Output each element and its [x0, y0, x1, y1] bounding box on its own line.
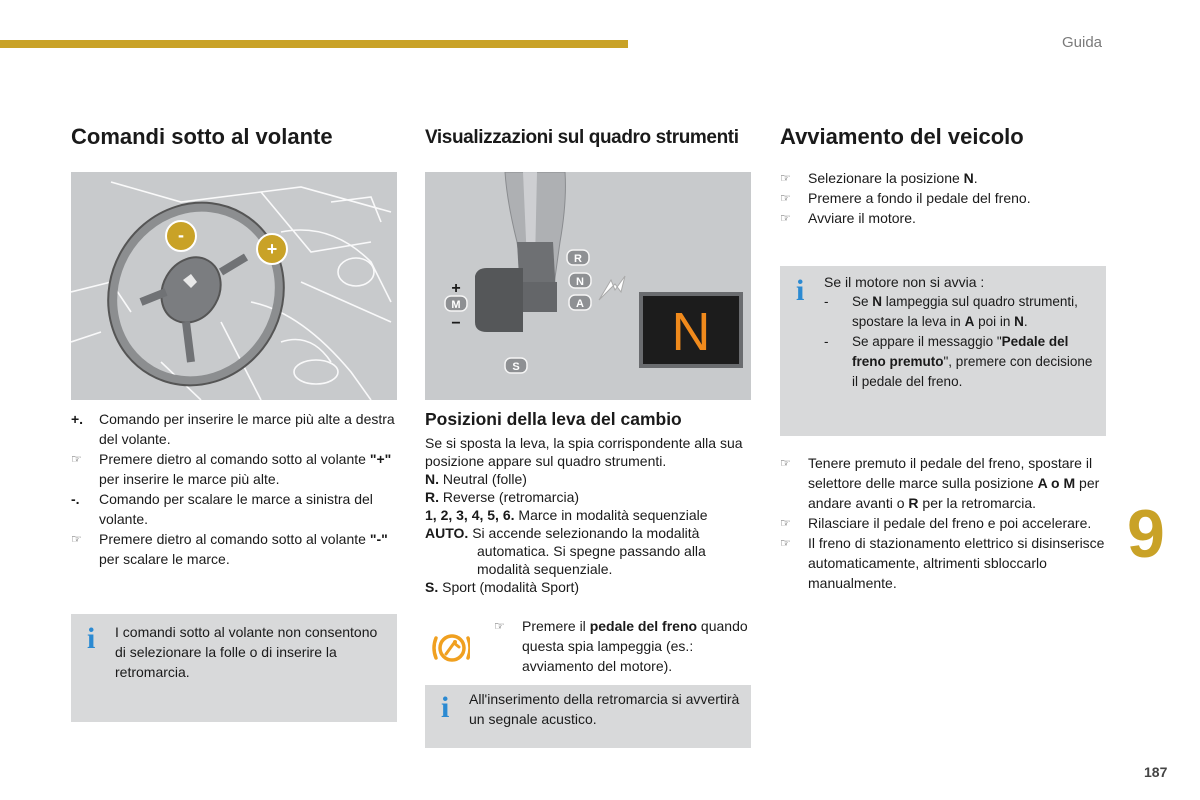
position-line	[425, 506, 753, 524]
steering-wheel-illustration	[71, 172, 397, 400]
col2-intro: Se si sposta la leva, la spia corrispondente alla sua posizione appare sul quadro strumenti.	[425, 435, 743, 469]
gear-label-m: M	[451, 299, 461, 311]
col1-info-text: I comandi sotto al volante non consentono di selezionare la folle o di inserire la retromarcia.	[115, 624, 378, 680]
brake-note	[494, 616, 754, 676]
col2-subtitle: Posizioni della leva del cambio	[425, 409, 682, 429]
list-item	[71, 489, 397, 529]
col2-subtitle-wrap	[425, 409, 751, 430]
minus-paddle-label: -	[178, 225, 184, 245]
sub-text: Se	[852, 294, 873, 309]
item-text: Selezionare la posizione	[808, 170, 964, 186]
item-text: Premere dietro al comando sotto al volante	[99, 531, 370, 547]
col3-title: Avviamento del veicolo	[780, 124, 1024, 149]
column-instrument-display	[425, 124, 751, 156]
item-text: quando questa spia lampeggia (es.: avviamento del motore).	[522, 618, 748, 674]
page-number: 187	[1144, 764, 1168, 780]
col1-list	[71, 409, 397, 569]
list-item	[71, 409, 397, 449]
column-vehicle-start	[780, 124, 1106, 156]
position-text: Marce in modalità sequenziale	[514, 507, 708, 523]
position-key: R.	[425, 489, 439, 505]
item-text-bold: A o M	[1037, 475, 1076, 491]
item-text-bold: R	[908, 495, 919, 511]
brake-warning-icon	[430, 626, 470, 666]
position-line	[425, 578, 753, 596]
item-text: per andare avanti o	[808, 475, 1100, 511]
gear-lever-illustration	[425, 172, 751, 400]
item-text-bold: pedale del freno	[589, 618, 698, 634]
position-key: 1, 2, 3, 4, 5, 6.	[425, 507, 515, 523]
position-text: Sport (modalità Sport)	[438, 579, 580, 595]
item-text: Premere dietro al comando sotto al volante	[99, 451, 370, 467]
col3-info-content	[824, 272, 1099, 392]
steering-wheel-drawing	[71, 172, 397, 400]
sub-text: ", premere con decisione il pedale del freno.	[852, 354, 1093, 389]
item-text: per scalare le marce.	[99, 551, 230, 567]
list-item	[71, 529, 397, 569]
gear-label-a: A	[576, 298, 584, 310]
item-text: .	[973, 170, 978, 186]
item-text: Comando per scalare le marce a sinistra del volante.	[99, 491, 373, 527]
sub-text: .	[1023, 314, 1028, 329]
section-label: Guida	[1062, 34, 1103, 51]
col1-title: Comandi sotto al volante	[71, 124, 333, 149]
position-line	[425, 488, 753, 506]
sub-text-bold: N	[1014, 314, 1024, 329]
pointing-hand-icon: ☞	[780, 536, 791, 550]
list-item	[780, 188, 1106, 208]
info-icon: i	[796, 274, 805, 307]
list-item	[494, 616, 754, 676]
item-marker: -.	[71, 491, 80, 507]
dash-marker: -	[824, 334, 829, 349]
sub-text: lampeggia sul quadro strumenti, spostare la leva in	[852, 294, 1078, 329]
info-sub-item	[824, 292, 1099, 332]
chapter-number: 9	[1127, 496, 1165, 572]
pointing-hand-icon: ☞	[780, 516, 791, 530]
item-text: Premere il	[522, 618, 590, 634]
sub-text: poi in	[974, 314, 1015, 329]
brake-warning-drawing	[430, 626, 470, 666]
item-text-bold: "-"	[369, 531, 388, 547]
pointing-hand-icon: ☞	[71, 532, 82, 546]
item-text: Il freno di stazionamento elettrico si disinserisce automaticamente, altrimenti sbloccarlo manualmente.	[808, 535, 1105, 591]
display-gear-letter: N	[671, 302, 711, 362]
gear-label-minus: −	[451, 315, 461, 332]
list-item	[780, 453, 1106, 513]
col3-steps	[780, 168, 1106, 228]
pointing-hand-icon: ☞	[780, 171, 791, 185]
pointing-hand-icon: ☞	[780, 191, 791, 205]
item-text: Tenere premuto il pedale del freno, spostare il selettore delle marce sulla posizione	[808, 455, 1093, 491]
list-item	[780, 533, 1106, 593]
gear-lever-drawing	[425, 172, 751, 400]
pointing-hand-icon: ☞	[71, 452, 82, 466]
info-intro: Se il motore non si avvia :	[824, 274, 985, 290]
item-text: Premere a fondo il pedale del freno.	[808, 190, 1031, 206]
col2-info-box	[425, 685, 751, 748]
dash-marker: -	[824, 294, 829, 309]
position-text: Reverse (retromarcia)	[439, 489, 580, 505]
pointing-hand-icon: ☞	[780, 456, 791, 470]
info-sub-item	[824, 332, 1099, 392]
position-key: AUTO.	[425, 525, 469, 541]
sub-text-bold: N	[872, 294, 883, 309]
col3-steps2	[780, 453, 1106, 593]
list-item	[71, 449, 397, 489]
col1-info-box	[71, 614, 397, 722]
gear-label-r: R	[574, 253, 582, 265]
item-text: per la retromarcia.	[918, 495, 1037, 511]
item-text: Rilasciare il pedale del freno e poi accelerare.	[808, 515, 1092, 531]
item-text: per inserire le marce più alte.	[99, 471, 280, 487]
item-text-bold: N	[963, 170, 974, 186]
col3-info-box	[780, 266, 1106, 436]
info-icon: i	[441, 691, 450, 724]
list-item	[780, 168, 1106, 188]
column-steering-controls	[71, 124, 397, 156]
col2-title: Visualizzazioni sul quadro strumenti	[425, 127, 739, 148]
gear-label-s: S	[512, 361, 520, 373]
col2-info-text: All'inserimento della retromarcia si avvertirà un segnale acustico.	[469, 691, 740, 727]
gear-label-plus: +	[451, 280, 461, 297]
sub-text-bold: Pedale del freno premuto	[852, 334, 1069, 369]
list-item	[780, 513, 1106, 533]
position-line	[425, 470, 753, 488]
position-text: Neutral (folle)	[439, 471, 527, 487]
pointing-hand-icon: ☞	[780, 211, 791, 225]
header-accent-bar	[0, 40, 628, 48]
list-item	[780, 208, 1106, 228]
position-key: S.	[425, 579, 439, 595]
item-text: Avviare il motore.	[808, 210, 916, 226]
position-key: N.	[425, 471, 439, 487]
plus-paddle-label: +	[266, 239, 278, 259]
item-text-bold: "+"	[369, 451, 392, 467]
pointing-hand-icon: ☞	[494, 619, 505, 633]
info-icon: i	[87, 622, 96, 655]
position-text: Si accende selezionando la modalità automatica. Si spegne passando alla modalità sequenziale.	[468, 525, 706, 577]
col2-body	[425, 434, 753, 596]
item-text: Comando per inserire le marce più alte a destra del volante.	[99, 411, 395, 447]
gear-label-n: N	[576, 276, 584, 288]
sub-text: Se appare il messaggio "	[852, 334, 1002, 349]
item-marker: +.	[71, 411, 84, 427]
sub-text-bold: A	[964, 314, 975, 329]
position-line	[425, 524, 753, 578]
